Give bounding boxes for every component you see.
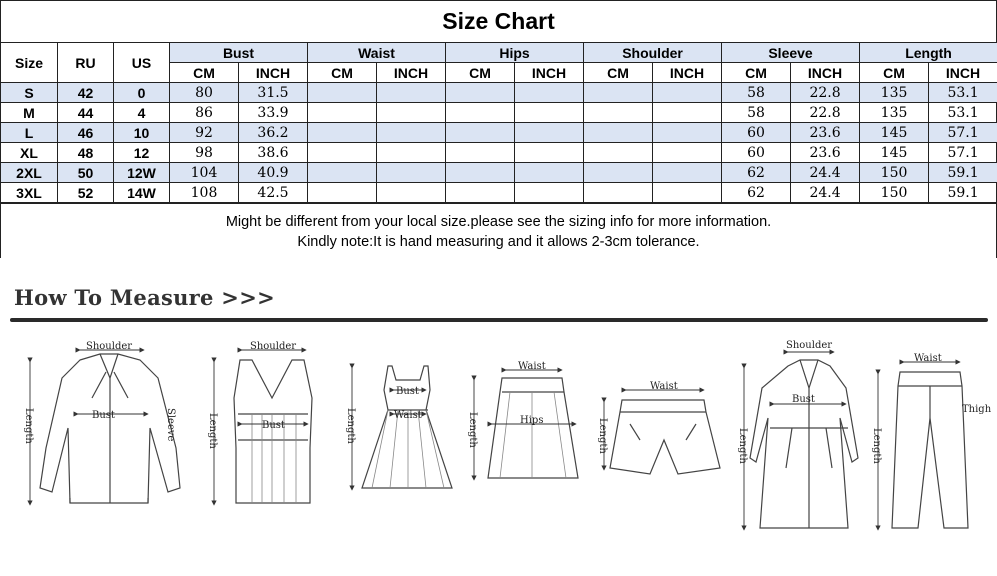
cell-waist-in xyxy=(377,83,446,103)
cell-us: 10 xyxy=(114,123,170,143)
cell-sleeve-in: 22.8 xyxy=(791,103,860,123)
cell-sleeve-in: 23.6 xyxy=(791,143,860,163)
cell-length-cm: 145 xyxy=(860,143,929,163)
cell-hips-cm xyxy=(446,163,515,183)
cell-waist-in xyxy=(377,103,446,123)
cell-sleeve-in: 24.4 xyxy=(791,163,860,183)
cell-bust-in: 38.6 xyxy=(239,143,308,163)
label-waist-5: Waist xyxy=(650,381,678,392)
label-length-3: Length xyxy=(345,408,356,444)
cell-ru: 52 xyxy=(58,183,114,203)
note-line-2: Kindly note:It is hand measuring and it allows 2-3cm tolerance. xyxy=(297,234,700,250)
header-hips-cm: CM xyxy=(446,63,515,83)
cell-shoulder-cm xyxy=(584,183,653,203)
cell-bust-in: 36.2 xyxy=(239,123,308,143)
cell-hips-cm xyxy=(446,143,515,163)
cell-hips-cm xyxy=(446,183,515,203)
header-waist-inch: INCH xyxy=(377,63,446,83)
cell-size: S xyxy=(1,83,58,103)
cell-hips-cm xyxy=(446,123,515,143)
label-bust-3: Bust xyxy=(396,386,419,397)
cell-shoulder-in xyxy=(653,183,722,203)
cell-length-cm: 135 xyxy=(860,103,929,123)
cell-size: XL xyxy=(1,143,58,163)
cell-us: 0 xyxy=(114,83,170,103)
table-row xyxy=(1,163,997,183)
cell-ru: 46 xyxy=(58,123,114,143)
note-line-1: Might be different from your local size.please see the sizing info for more information. xyxy=(225,214,772,230)
cell-ru: 48 xyxy=(58,143,114,163)
cell-sleeve-cm: 58 xyxy=(722,83,791,103)
cell-shoulder-cm xyxy=(584,123,653,143)
cell-waist-cm xyxy=(308,163,377,183)
label-length-7: Length xyxy=(871,428,882,464)
dress-illustration xyxy=(362,366,452,488)
size-notes xyxy=(0,203,997,259)
cell-shoulder-in xyxy=(653,83,722,103)
cell-length-in: 57.1 xyxy=(929,143,997,163)
header-length: Length xyxy=(860,43,997,63)
header-us: US xyxy=(114,43,170,83)
label-length-1: Length xyxy=(23,408,34,444)
label-shoulder-2: Shoulder xyxy=(250,341,297,352)
cell-shoulder-cm xyxy=(584,103,653,123)
cell-sleeve-cm: 58 xyxy=(722,103,791,123)
cell-bust-cm: 108 xyxy=(170,183,239,203)
table-row xyxy=(1,123,997,143)
cell-bust-cm: 92 xyxy=(170,123,239,143)
cell-shoulder-in xyxy=(653,163,722,183)
trousers-illustration xyxy=(892,372,968,528)
label-length-4: Length xyxy=(467,412,478,448)
header-hips-inch: INCH xyxy=(515,63,584,83)
cell-bust-in: 40.9 xyxy=(239,163,308,183)
cell-us: 14W xyxy=(114,183,170,203)
cell-sleeve-cm: 62 xyxy=(722,163,791,183)
cell-length-in: 57.1 xyxy=(929,123,997,143)
table-row xyxy=(1,83,997,103)
cell-bust-cm: 98 xyxy=(170,143,239,163)
header-size: Size xyxy=(1,43,58,83)
skirt-illustration xyxy=(488,378,578,478)
cell-length-cm: 135 xyxy=(860,83,929,103)
cell-us: 12 xyxy=(114,143,170,163)
cell-length-in: 53.1 xyxy=(929,103,997,123)
header-length-cm: CM xyxy=(860,63,929,83)
cell-waist-in xyxy=(377,143,446,163)
cell-shoulder-in xyxy=(653,103,722,123)
size-table xyxy=(0,42,997,203)
cell-waist-cm xyxy=(308,183,377,203)
header-sleeve: Sleeve xyxy=(722,43,860,63)
label-bust-1: Bust xyxy=(92,410,115,421)
table-row xyxy=(1,183,997,203)
cell-length-in: 59.1 xyxy=(929,163,997,183)
how-to-measure-section xyxy=(0,258,997,576)
cell-bust-in: 33.9 xyxy=(239,103,308,123)
cell-sleeve-cm: 62 xyxy=(722,183,791,203)
cell-bust-in: 31.5 xyxy=(239,83,308,103)
cell-hips-in xyxy=(515,103,584,123)
cell-length-cm: 150 xyxy=(860,163,929,183)
page-title: Size Chart xyxy=(0,0,997,43)
label-thigh-7: Thigh xyxy=(962,404,992,415)
coat-illustration xyxy=(750,360,858,528)
cell-ru: 42 xyxy=(58,83,114,103)
cell-waist-in xyxy=(377,163,446,183)
cell-shoulder-cm xyxy=(584,143,653,163)
header-bust-inch: INCH xyxy=(239,63,308,83)
table-row xyxy=(1,143,997,163)
cell-waist-in xyxy=(377,123,446,143)
label-shoulder-6: Shoulder xyxy=(786,340,833,351)
cell-bust-cm: 80 xyxy=(170,83,239,103)
header-hips: Hips xyxy=(446,43,584,63)
label-sleeve-1: Sleeve xyxy=(165,408,176,442)
tank-top-illustration xyxy=(234,360,312,503)
garment-illustrations xyxy=(0,328,997,576)
header-bust: Bust xyxy=(170,43,308,63)
cell-waist-cm xyxy=(308,123,377,143)
cell-hips-in xyxy=(515,83,584,103)
cell-hips-cm xyxy=(446,103,515,123)
table-row xyxy=(1,103,997,123)
cell-us: 12W xyxy=(114,163,170,183)
label-waist-3: Waist xyxy=(394,410,422,421)
heading-divider xyxy=(10,318,988,322)
cell-hips-in xyxy=(515,123,584,143)
cell-sleeve-cm: 60 xyxy=(722,123,791,143)
cell-length-cm: 145 xyxy=(860,123,929,143)
cell-bust-cm: 104 xyxy=(170,163,239,183)
header-sleeve-cm: CM xyxy=(722,63,791,83)
cell-waist-cm xyxy=(308,143,377,163)
cell-size: 3XL xyxy=(1,183,58,203)
header-shoulder-inch: INCH xyxy=(653,63,722,83)
cell-ru: 44 xyxy=(58,103,114,123)
cell-sleeve-in: 24.4 xyxy=(791,183,860,203)
label-waist-4: Waist xyxy=(518,361,546,372)
header-shoulder: Shoulder xyxy=(584,43,722,63)
label-length-6: Length xyxy=(737,428,748,464)
cell-shoulder-cm xyxy=(584,83,653,103)
cell-ru: 50 xyxy=(58,163,114,183)
cell-size: 2XL xyxy=(1,163,58,183)
header-sleeve-inch: INCH xyxy=(791,63,860,83)
header-length-inch: INCH xyxy=(929,63,997,83)
label-shoulder-1: Shoulder xyxy=(86,341,133,352)
header-waist-cm: CM xyxy=(308,63,377,83)
header-waist: Waist xyxy=(308,43,446,63)
cell-length-in: 53.1 xyxy=(929,83,997,103)
shorts-illustration xyxy=(610,400,720,474)
cell-length-cm: 150 xyxy=(860,183,929,203)
label-length-5: Length xyxy=(597,418,608,454)
cell-hips-in xyxy=(515,143,584,163)
header-ru: RU xyxy=(58,43,114,83)
cell-size: L xyxy=(1,123,58,143)
blouse-illustration xyxy=(40,354,180,503)
header-bust-cm: CM xyxy=(170,63,239,83)
cell-sleeve-in: 23.6 xyxy=(791,123,860,143)
cell-waist-cm xyxy=(308,83,377,103)
cell-bust-in: 42.5 xyxy=(239,183,308,203)
cell-hips-cm xyxy=(446,83,515,103)
cell-bust-cm: 86 xyxy=(170,103,239,123)
label-length-2: Length xyxy=(207,413,218,449)
label-bust-2: Bust xyxy=(262,420,285,431)
cell-shoulder-in xyxy=(653,143,722,163)
label-waist-7: Waist xyxy=(914,353,942,364)
header-shoulder-cm: CM xyxy=(584,63,653,83)
cell-sleeve-cm: 60 xyxy=(722,143,791,163)
cell-size: M xyxy=(1,103,58,123)
cell-us: 4 xyxy=(114,103,170,123)
how-to-measure-heading: How To Measure >>> xyxy=(14,285,275,310)
cell-waist-in xyxy=(377,183,446,203)
cell-length-in: 59.1 xyxy=(929,183,997,203)
cell-sleeve-in: 22.8 xyxy=(791,83,860,103)
cell-hips-in xyxy=(515,163,584,183)
cell-waist-cm xyxy=(308,103,377,123)
cell-shoulder-cm xyxy=(584,163,653,183)
label-hips-4: Hips xyxy=(520,415,544,426)
cell-hips-in xyxy=(515,183,584,203)
label-bust-6: Bust xyxy=(792,394,815,405)
cell-shoulder-in xyxy=(653,123,722,143)
